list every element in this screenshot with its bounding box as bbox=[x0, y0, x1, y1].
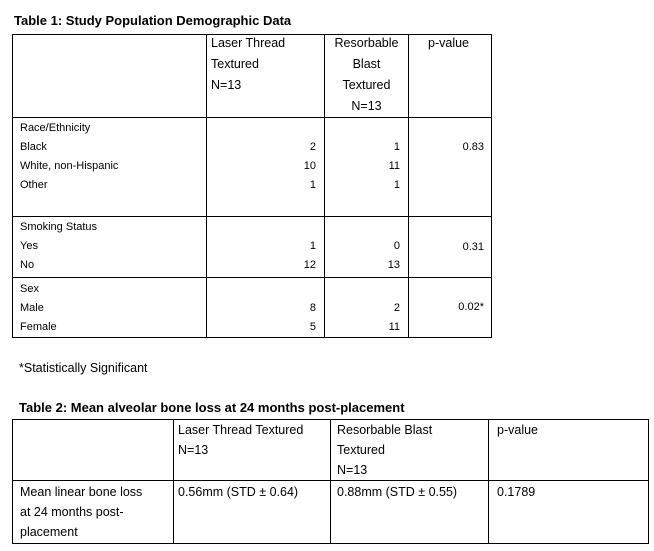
t1-smoke-col2-values: 0 13 bbox=[387, 240, 400, 271]
race-other: Other bbox=[20, 179, 48, 191]
t2-col3-header: p-value bbox=[497, 423, 538, 437]
t1-smoke-labels bbox=[20, 218, 97, 275]
table1-title: Table 1: Study Population Demographic Data bbox=[14, 13, 292, 28]
t1-sex-col2-values: 2 11 bbox=[388, 302, 400, 333]
t2-col2-header: Resorbable Blast Textured N=13 bbox=[337, 423, 433, 477]
t1-race-labels bbox=[20, 119, 118, 195]
t1-race-pvalue: 0.83 bbox=[462, 141, 484, 153]
t1-race-p-cell bbox=[408, 117, 492, 217]
t1-col2-header: Resorbable Blast Textured N=13 bbox=[334, 36, 399, 113]
sex-heading: Sex bbox=[20, 283, 39, 295]
table2-title: Table 2: Mean alveolar bone loss at 24 months post-placement bbox=[19, 400, 405, 415]
smoke-yes: Yes bbox=[20, 240, 38, 252]
t2-header-empty bbox=[12, 419, 174, 481]
t1-sex-pvalue: 0.02* bbox=[458, 301, 484, 313]
smoke-no: No bbox=[20, 259, 35, 271]
t1-smoke-pvalue: 0.31 bbox=[462, 241, 484, 253]
footnote: *Statistically Significant bbox=[19, 361, 148, 375]
smoke-heading: Smoking Status bbox=[20, 221, 98, 233]
t1-race-col1-values: 2 10 1 bbox=[303, 141, 316, 191]
race-white: White, non-Hispanic bbox=[20, 160, 119, 172]
t1-col1-header: Laser Thread Textured N=13 bbox=[211, 36, 286, 92]
t2-row-col1: 0.56mm (STD ± 0.64) bbox=[178, 485, 299, 499]
race-black: Black bbox=[20, 141, 47, 153]
t2-col1-header: Laser Thread Textured N=13 bbox=[178, 423, 304, 457]
t2-row-label: Mean linear bone loss at 24 months post- placement bbox=[20, 485, 143, 539]
t2-row-pvalue: 0.1789 bbox=[497, 485, 536, 499]
t1-col3-header: p-value bbox=[428, 36, 469, 50]
t1-sex-col1-values: 8 5 bbox=[309, 302, 316, 333]
sex-male: Male bbox=[20, 302, 44, 314]
sex-female: Female bbox=[20, 321, 57, 333]
t1-header-empty bbox=[12, 34, 207, 118]
t2-row-col2: 0.88mm (STD ± 0.55) bbox=[337, 485, 458, 499]
t1-smoke-col1-values: 1 12 bbox=[303, 240, 316, 271]
t1-sex-labels bbox=[20, 280, 57, 337]
t1-race-col2-values: 1 11 1 bbox=[388, 141, 400, 191]
race-heading: Race/Ethnicity bbox=[20, 122, 91, 134]
